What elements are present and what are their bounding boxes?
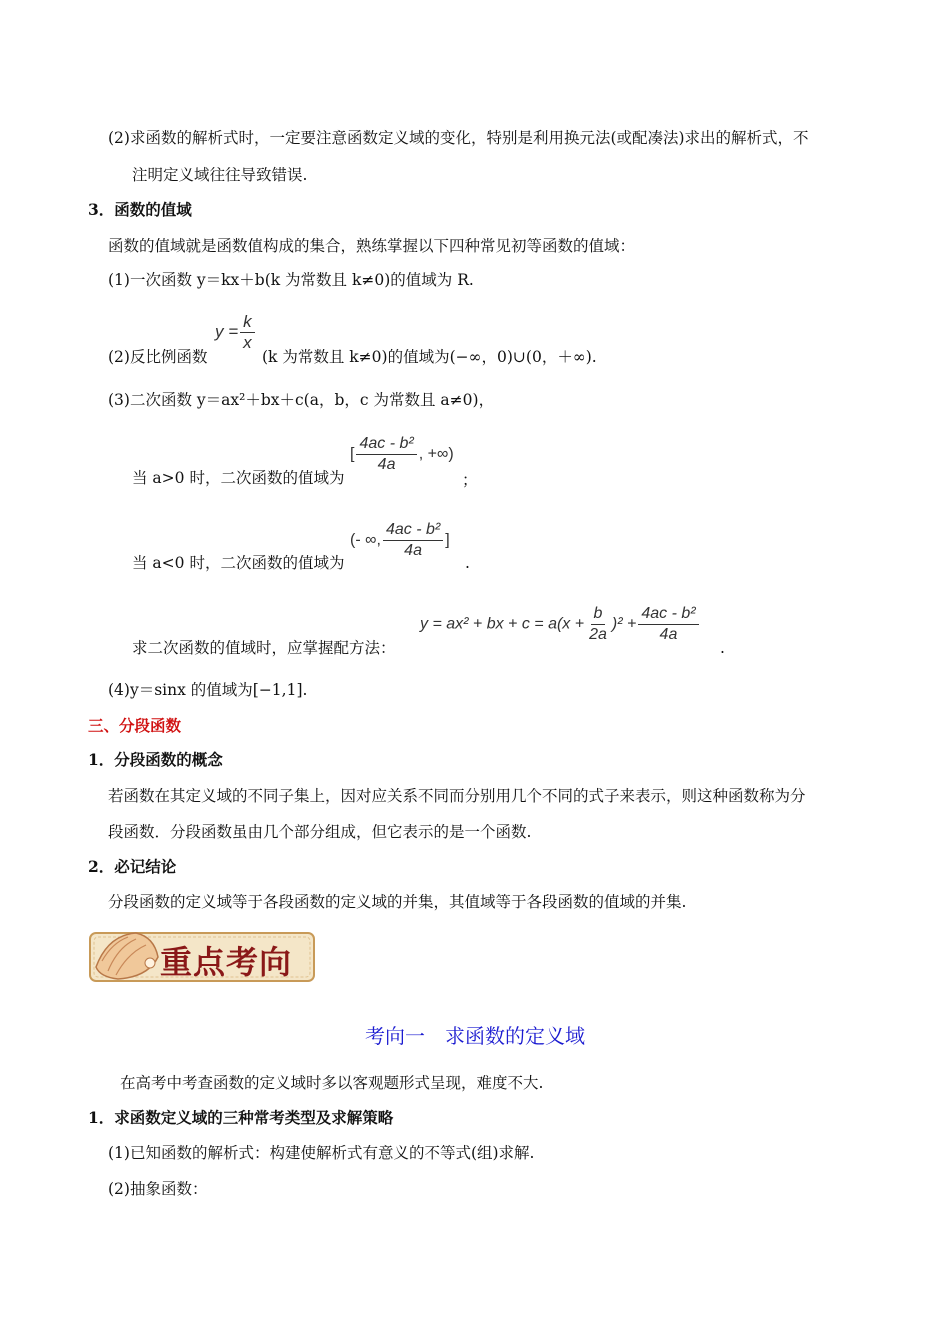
page-title: 考向一 求函数的定义域: [365, 1024, 585, 1048]
banner-label: 重点考向: [160, 943, 293, 981]
section-heading: 3．函数的值域: [88, 200, 192, 219]
text-line: ；: [462, 471, 478, 489]
text-line: (k 为常数且 k≠0)的值域为(−∞，0)∪(0，＋∞).: [262, 348, 597, 366]
text-line: .: [465, 554, 470, 572]
section-heading: 2．必记结论: [88, 857, 177, 876]
text-line: 段函数．分段函数虽由几个部分组成，但它表示的是一个函数.: [108, 823, 532, 841]
text-line: (1)已知函数的解析式：构建使解析式有意义的不等式(组)求解.: [108, 1144, 535, 1162]
chapter-heading: 三、分段函数: [88, 716, 182, 735]
text-line: (2)抽象函数：: [108, 1180, 208, 1198]
text-line: (1)一次函数 y＝kx＋b(k 为常数且 k≠0)的值域为 R.: [108, 271, 474, 289]
formula-reciprocal: y = $\frac{k}{x}$: [215, 312, 257, 353]
text-line: (2)反比例函数: [108, 348, 208, 366]
text-line: .: [720, 639, 725, 657]
key-points-banner: [88, 927, 316, 985]
text-line: 函数的值域就是函数值构成的集合，熟练掌握以下四种常见初等函数的值域：: [108, 237, 636, 255]
formula-complete-square: y = ax² + bx + c = a(x + $\frac{b}{2a}$ )² + $\frac{\text{4ac - b²}}{4a}$: [420, 604, 701, 645]
text-line: 若函数在其定义域的不同子集上，因对应关系不同而分别用几个不同的式子来表示，则这种函数称为分: [108, 787, 806, 805]
text-line: 注明定义域往往导致错误.: [132, 166, 308, 184]
text-line: 在高考中考查函数的定义域时多以客观题形式呈现，难度不大.: [120, 1074, 544, 1092]
text-line: 当 a<0 时，二次函数的值域为: [132, 554, 345, 572]
text-line: 当 a>0 时，二次函数的值域为: [132, 469, 345, 487]
section-heading: 1．分段函数的概念: [88, 750, 223, 769]
text-line: 分段函数的定义域等于各段函数的定义域的并集，其值域等于各段函数的值域的并集.: [108, 893, 687, 911]
text-line: 求二次函数的值域时，应掌握配方法：: [132, 639, 396, 657]
text-line: (2)求函数的解析式时，一定要注意函数定义域的变化，特别是利用换元法(或配凑法)求出的解析式，不: [108, 129, 809, 147]
formula-range-positive: [ $\frac{\text{4ac - b²}}{4a}$ , +∞): [350, 435, 454, 473]
formula-range-negative: (- ∞, $\frac{\text{4ac - b²}}{4a}$ ]: [350, 521, 450, 559]
text-line: (3)二次函数 y＝ax²＋bx＋c(a，b，c 为常数且 a≠0)，: [108, 391, 495, 409]
text-line: (4)y＝sinx 的值域为[−1,1].: [108, 681, 308, 699]
section-heading: 1．求函数定义域的三种常考类型及求解策略: [88, 1108, 394, 1127]
